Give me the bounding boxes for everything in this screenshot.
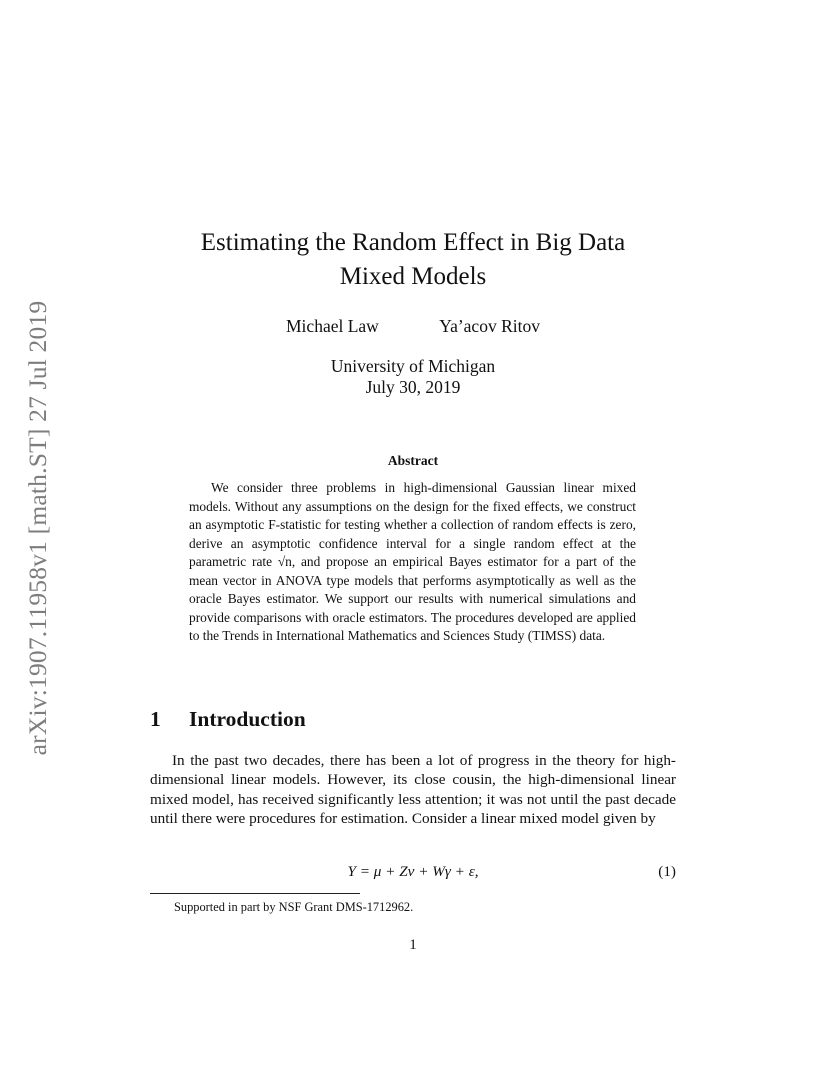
paper-date: July 30, 2019 bbox=[365, 377, 461, 397]
footnote: Supported in part by NSF Grant DMS-1712962. bbox=[174, 900, 414, 914]
author-list bbox=[150, 316, 676, 337]
abstract-paragraph: We consider three problems in high-dimensional Gaussian linear mixed models. Without any assumptions on the design for the fixed effects, we construct an asymptotic F-statistic for testing whether a collection of random effects is zero, derive an asymptotic confidence interval for a single random effect at the parametric rate √n, and propose an empirical Bayes estimator for a part of the mean vector in ANOVA type models that performs asymptotically as well as the oracle Bayes estimator. We support our results with numerical simulations and provide comparisons with oracle estimators. The procedures developed are applied to the Trends in International Mathematics and Sciences Study (TIMSS) data. bbox=[189, 480, 636, 643]
abstract-body bbox=[189, 479, 636, 646]
introduction-body bbox=[150, 751, 676, 828]
section-number: 1 bbox=[150, 707, 161, 731]
equation-1 bbox=[150, 863, 676, 885]
affiliation: University of Michigan bbox=[330, 356, 496, 376]
section-title: Introduction bbox=[189, 707, 306, 731]
author-name: Michael Law bbox=[286, 316, 379, 336]
title-line-1: Estimating the Random Effect in Big Data bbox=[200, 229, 626, 256]
paper-title bbox=[150, 226, 676, 294]
author-name: Ya’acov Ritov bbox=[439, 316, 540, 336]
section-heading bbox=[150, 707, 306, 732]
abstract-heading: Abstract bbox=[387, 453, 439, 468]
page-number: 1 bbox=[409, 937, 417, 953]
equation-number: (1) bbox=[658, 863, 676, 880]
equation-expression: Y = μ + Zν + Wγ + ε, bbox=[347, 863, 479, 880]
footnote-divider bbox=[150, 893, 360, 894]
title-line-2: Mixed Models bbox=[339, 263, 487, 290]
introduction-paragraph: In the past two decades, there has been a lot of progress in the theory for high-dimensional linear models. However, its close cousin, the high-dimensional linear mixed model, has received significantly less attention; it was not until the past decade until there were procedures for estimation. Consider a linear mixed model given by bbox=[150, 752, 676, 827]
arxiv-identifier-stamp: arXiv:1907.11958v1 [math.ST] 27 Jul 2019 bbox=[23, 300, 52, 756]
affiliation-block bbox=[150, 356, 676, 398]
